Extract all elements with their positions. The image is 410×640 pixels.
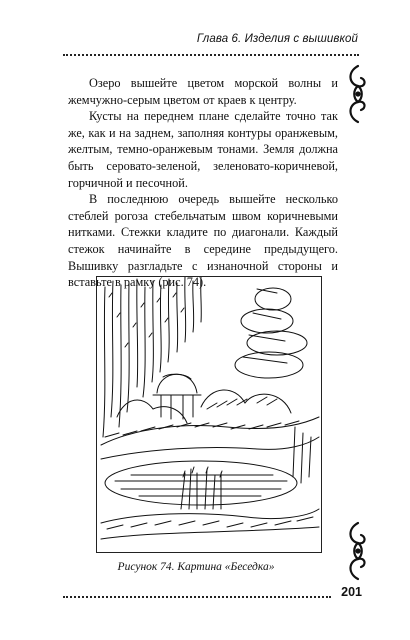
page-number: 201 [341, 585, 362, 599]
paragraph-2: Кусты на переднем плане сделайте точно так же, как и на заднем, заполняя контуры оранжевым, желтым, темно-оранжевым тонами. Земля должна быть серовато-зеленой, зеленовато-коричневой, горчичной и песочной. [68, 109, 338, 190]
scroll-flourish-icon [343, 519, 373, 583]
footer-dotted-rule [63, 596, 331, 598]
header-dotted-rule [63, 54, 359, 56]
running-title: Глава 6. Изделия с вышивкой [196, 33, 358, 45]
paragraph-3: В последнюю очередь вышейте несколько стеблей рогоза стебельчатым швом коричневыми нитками. Стежки кладите по диагонали. Каждый стежок начинайте в середине предыдущего. Вышивку разгладьте с изнаночной стороны и вставьте в рамку (рис. 74). [68, 192, 338, 290]
scroll-flourish-icon [343, 62, 373, 126]
body-text [68, 75, 338, 291]
paragraph-1: Озеро вышейте цветом морской волны и жемчужно-серым цветом от краев к центру. [68, 76, 338, 107]
figure-caption-text: Рисунок 74. Картина «Беседка» [117, 561, 275, 573]
gazebo-lake-drawing [97, 277, 321, 552]
figure-gazebo-illustration [96, 276, 322, 553]
